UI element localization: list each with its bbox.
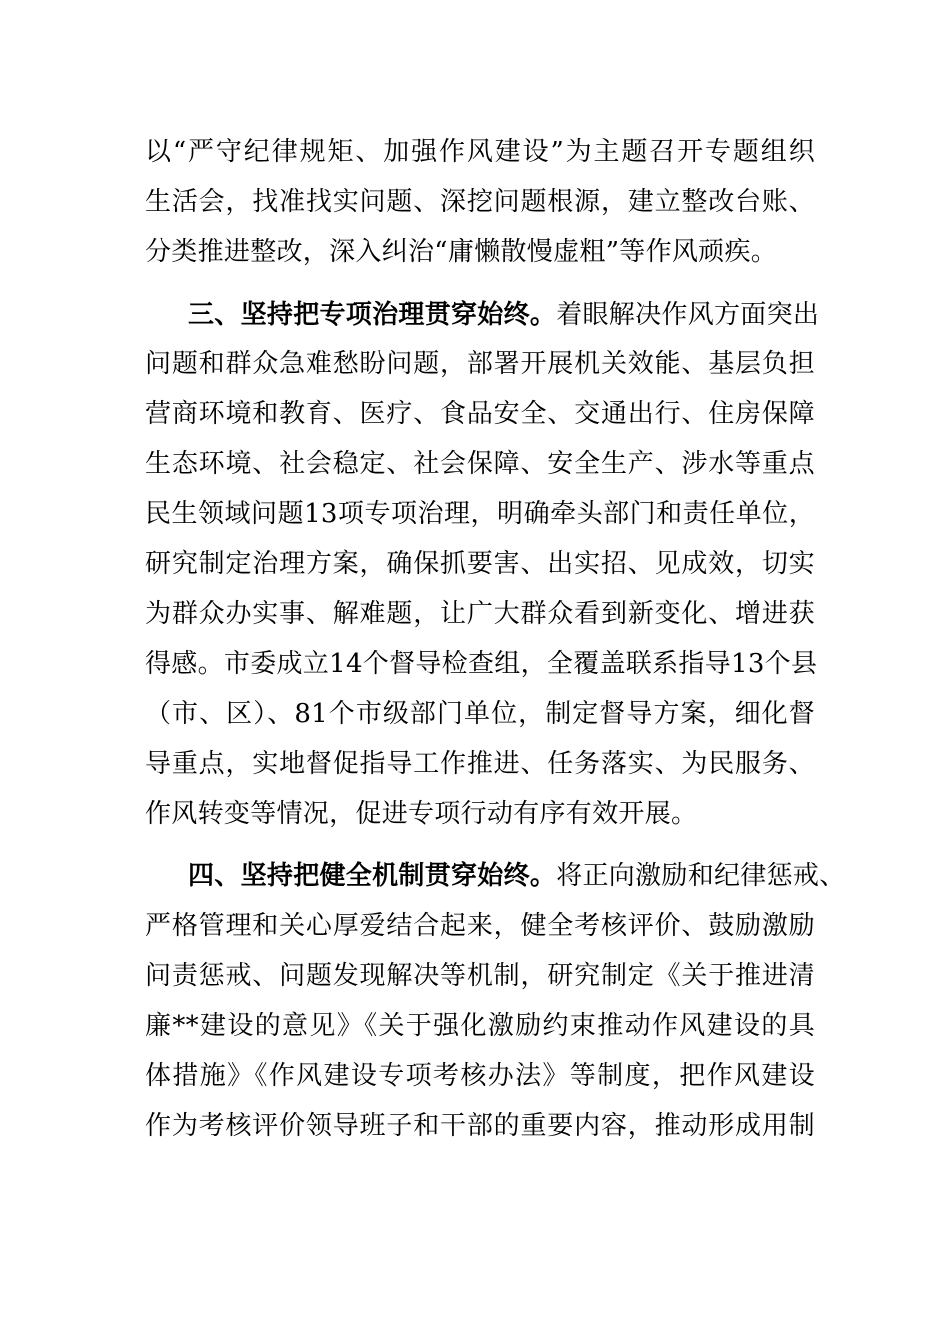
text-line: 作为考核评价领导班子和干部的重要内容，推动形成用制 [145,1111,815,1141]
text-line: 分类推进整改，深入纠治“庸懒散慢虚粗”等作风顽疾。 [145,237,778,267]
paragraph-first-line [188,856,846,896]
text-line: 民生领域问题13项专项治理，明确牵头部门和责任单位， [145,499,815,529]
text-line: （市、区）、81个市级部门单位，制定督导方案，细化督 [145,699,815,729]
text-line: 问责惩戒、问题发现解决等机制，研究制定《关于推进清 [145,961,815,991]
text-line: 严格管理和关心厚爱结合起来，健全考核评价、鼓励激励 [145,911,815,941]
paragraph-first-line [188,295,820,335]
text-line: 体措施》《作风建设专项考核办法》等制度，把作风建设 [145,1061,815,1091]
text-line: 得感。市委成立14个督导检查组，全覆盖联系指导13个县 [145,649,818,679]
section-heading: 三、坚持把专项治理贯穿始终。 [188,300,557,330]
text-line: 廉**建设的意见》《关于强化激励约束推动作风建设的具 [145,1011,815,1041]
text-line: 导重点，实地督促指导工作推进、任务落实、为民服务、 [145,749,815,779]
text-line: 问题和群众急难愁盼问题，部署开展机关效能、基层负担 [145,349,815,379]
text-line: 营商环境和教育、医疗、食品安全、交通出行、住房保障 [145,399,815,429]
text-span: 将正向激励和纪律惩戒、 [556,861,846,891]
text-line: 研究制定治理方案，确保抓要害、出实招、见成效，切实 [145,549,815,579]
text-line: 生态环境、社会稳定、社会保障、安全生产、涉水等重点 [145,449,815,479]
text-line: 以“严守纪律规矩、加强作风建设”为主题召开专题组织 [145,137,815,167]
section-heading: 四、坚持把健全机制贯穿始终。 [188,861,557,891]
text-line: 为群众办实事、解难题，让广大群众看到新变化、增进获 [145,599,815,629]
text-line: 生活会，找准找实问题、深挖问题根源，建立整改台账、 [145,187,815,217]
text-span: 着眼解决作风方面突出 [556,300,820,330]
text-line: 作风转变等情况，促进专项行动有序有效开展。 [145,799,698,829]
